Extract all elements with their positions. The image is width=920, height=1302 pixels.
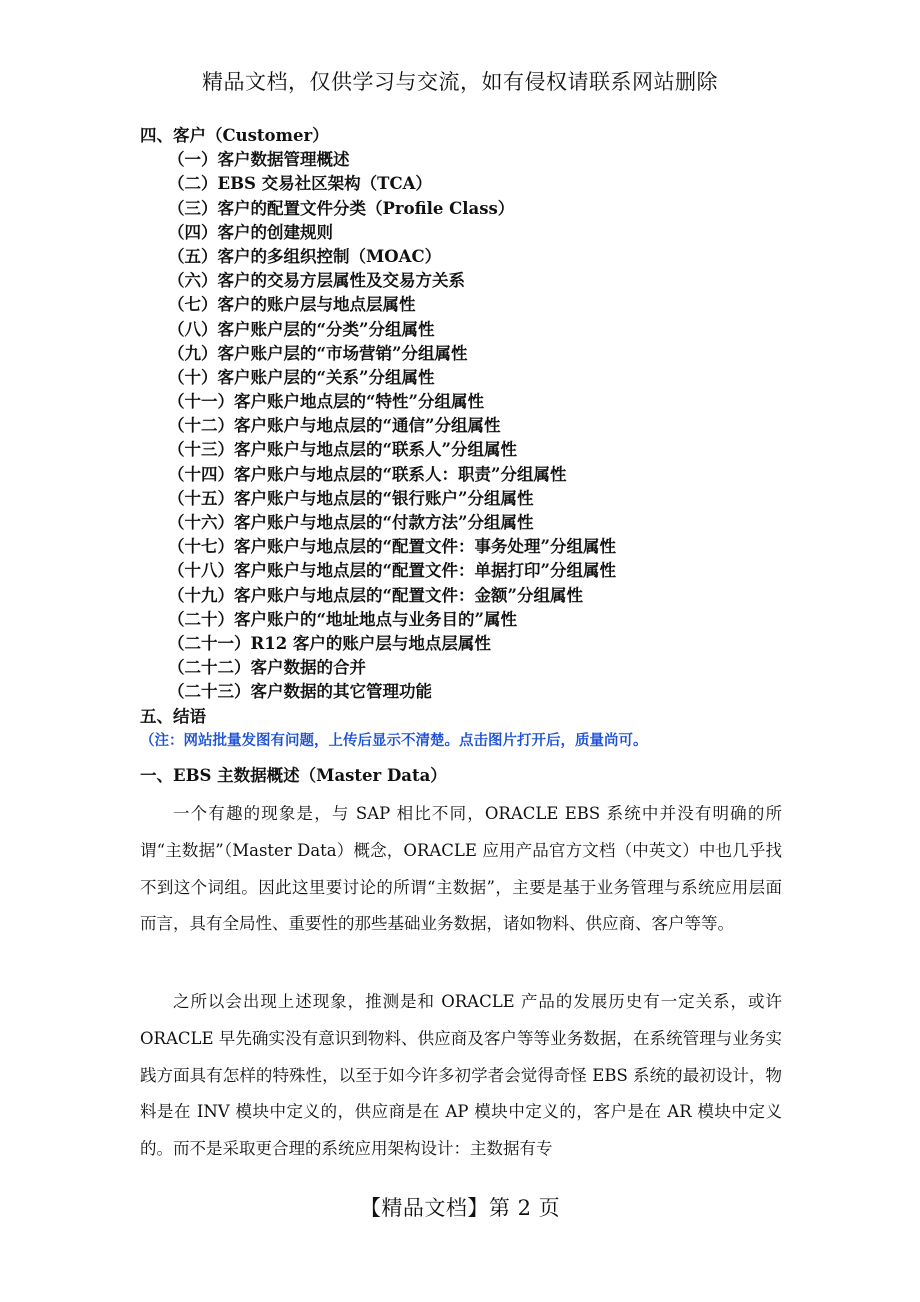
section-title: 一、EBS 主数据概述（Master Data） [140, 766, 447, 785]
toc-item: （一）客户数据管理概述 [168, 150, 350, 170]
toc-item: （七）客户的账户层与地点层属性 [168, 295, 416, 315]
toc-item: （十）客户账户层的“关系”分组属性 [168, 367, 435, 387]
toc-item: （二十二）客户数据的合并 [168, 658, 366, 678]
toc-item: （六）客户的交易方层属性及交易方关系 [168, 271, 465, 291]
body-paragraph: 之所以会出现上述现象，推测是和 ORACLE 产品的发展历史有一定关系，或许 ORACLE 早先确实没有意识到物料、供应商及客户等等业务数据，在系统管理与业务实践方面具有怎样的特殊性，以至于如今许多初学者会觉得奇怪 EBS 系统的最初设计，物料是在 INV 模块中定义的，供应商是在 AP 模块中定义的，客户是在 AR 模块中定义的。而不是采取更合理的系统应用架构设计：主数据有专 [140, 992, 782, 1159]
toc-item: （二十三）客户数据的其它管理功能 [168, 682, 432, 702]
toc-item: （十五）客户账户与地点层的“银行账户”分组属性 [168, 488, 534, 508]
toc-item: （三）客户的配置文件分类（Profile Class） [168, 198, 515, 218]
toc-item: （二十）客户账户的“地址地点与业务目的”属性 [168, 609, 517, 629]
toc-item: （十七）客户账户与地点层的“配置文件：事务处理”分组属性 [168, 537, 616, 557]
toc-item: （二）EBS 交易社区架构（TCA） [168, 174, 432, 194]
table-of-contents [140, 124, 800, 753]
toc-item: （五）客户的多组织控制（MOAC） [168, 246, 442, 266]
toc-item: （十四）客户账户与地点层的“联系人：职责”分组属性 [168, 464, 567, 484]
toc-item: （十八）客户账户与地点层的“配置文件：单据打印”分组属性 [168, 561, 616, 581]
page-header: 精品文档，仅供学习与交流，如有侵权请联系网站删除 [202, 70, 718, 94]
toc-item: （十九）客户账户与地点层的“配置文件：金额”分组属性 [168, 585, 583, 605]
toc-section-4: 四、客户（Customer） [140, 126, 329, 145]
toc-section-5: 五、结语 [140, 706, 206, 726]
toc-note: （注：网站批量发图有问题，上传后显示不清楚。点击图片打开后，质量尚可。 [140, 731, 648, 749]
body-paragraph: 一个有趣的现象是，与 SAP 相比不同，ORACLE EBS 系统中并没有明确的所谓“主数据”（Master Data）概念，ORACLE 应用产品官方文档（中英文）中也几乎找不到这个词组。因此这里要讨论的所谓“主数据”，主要是基于业务管理与系统应用层面而言，具有全局性、重要性的那些基础业务数据，诸如物料、供应商、客户等等。 [140, 804, 782, 934]
toc-item: （二十一）R12 客户的账户层与地点层属性 [168, 633, 491, 653]
toc-item: （九）客户账户层的“市场营销”分组属性 [168, 343, 468, 363]
toc-item: （十三）客户账户与地点层的“联系人”分组属性 [168, 440, 517, 460]
page-footer: 【精品文档】第 2 页 [359, 1196, 561, 1220]
toc-item: （十二）客户账户与地点层的“通信”分组属性 [168, 416, 501, 436]
toc-item: （十六）客户账户与地点层的“付款方法”分组属性 [168, 513, 534, 532]
toc-item: （十一）客户账户地点层的“特性”分组属性 [168, 392, 484, 412]
toc-item: （四）客户的创建规则 [168, 222, 333, 242]
toc-item: （八）客户账户层的“分类”分组属性 [168, 319, 435, 339]
